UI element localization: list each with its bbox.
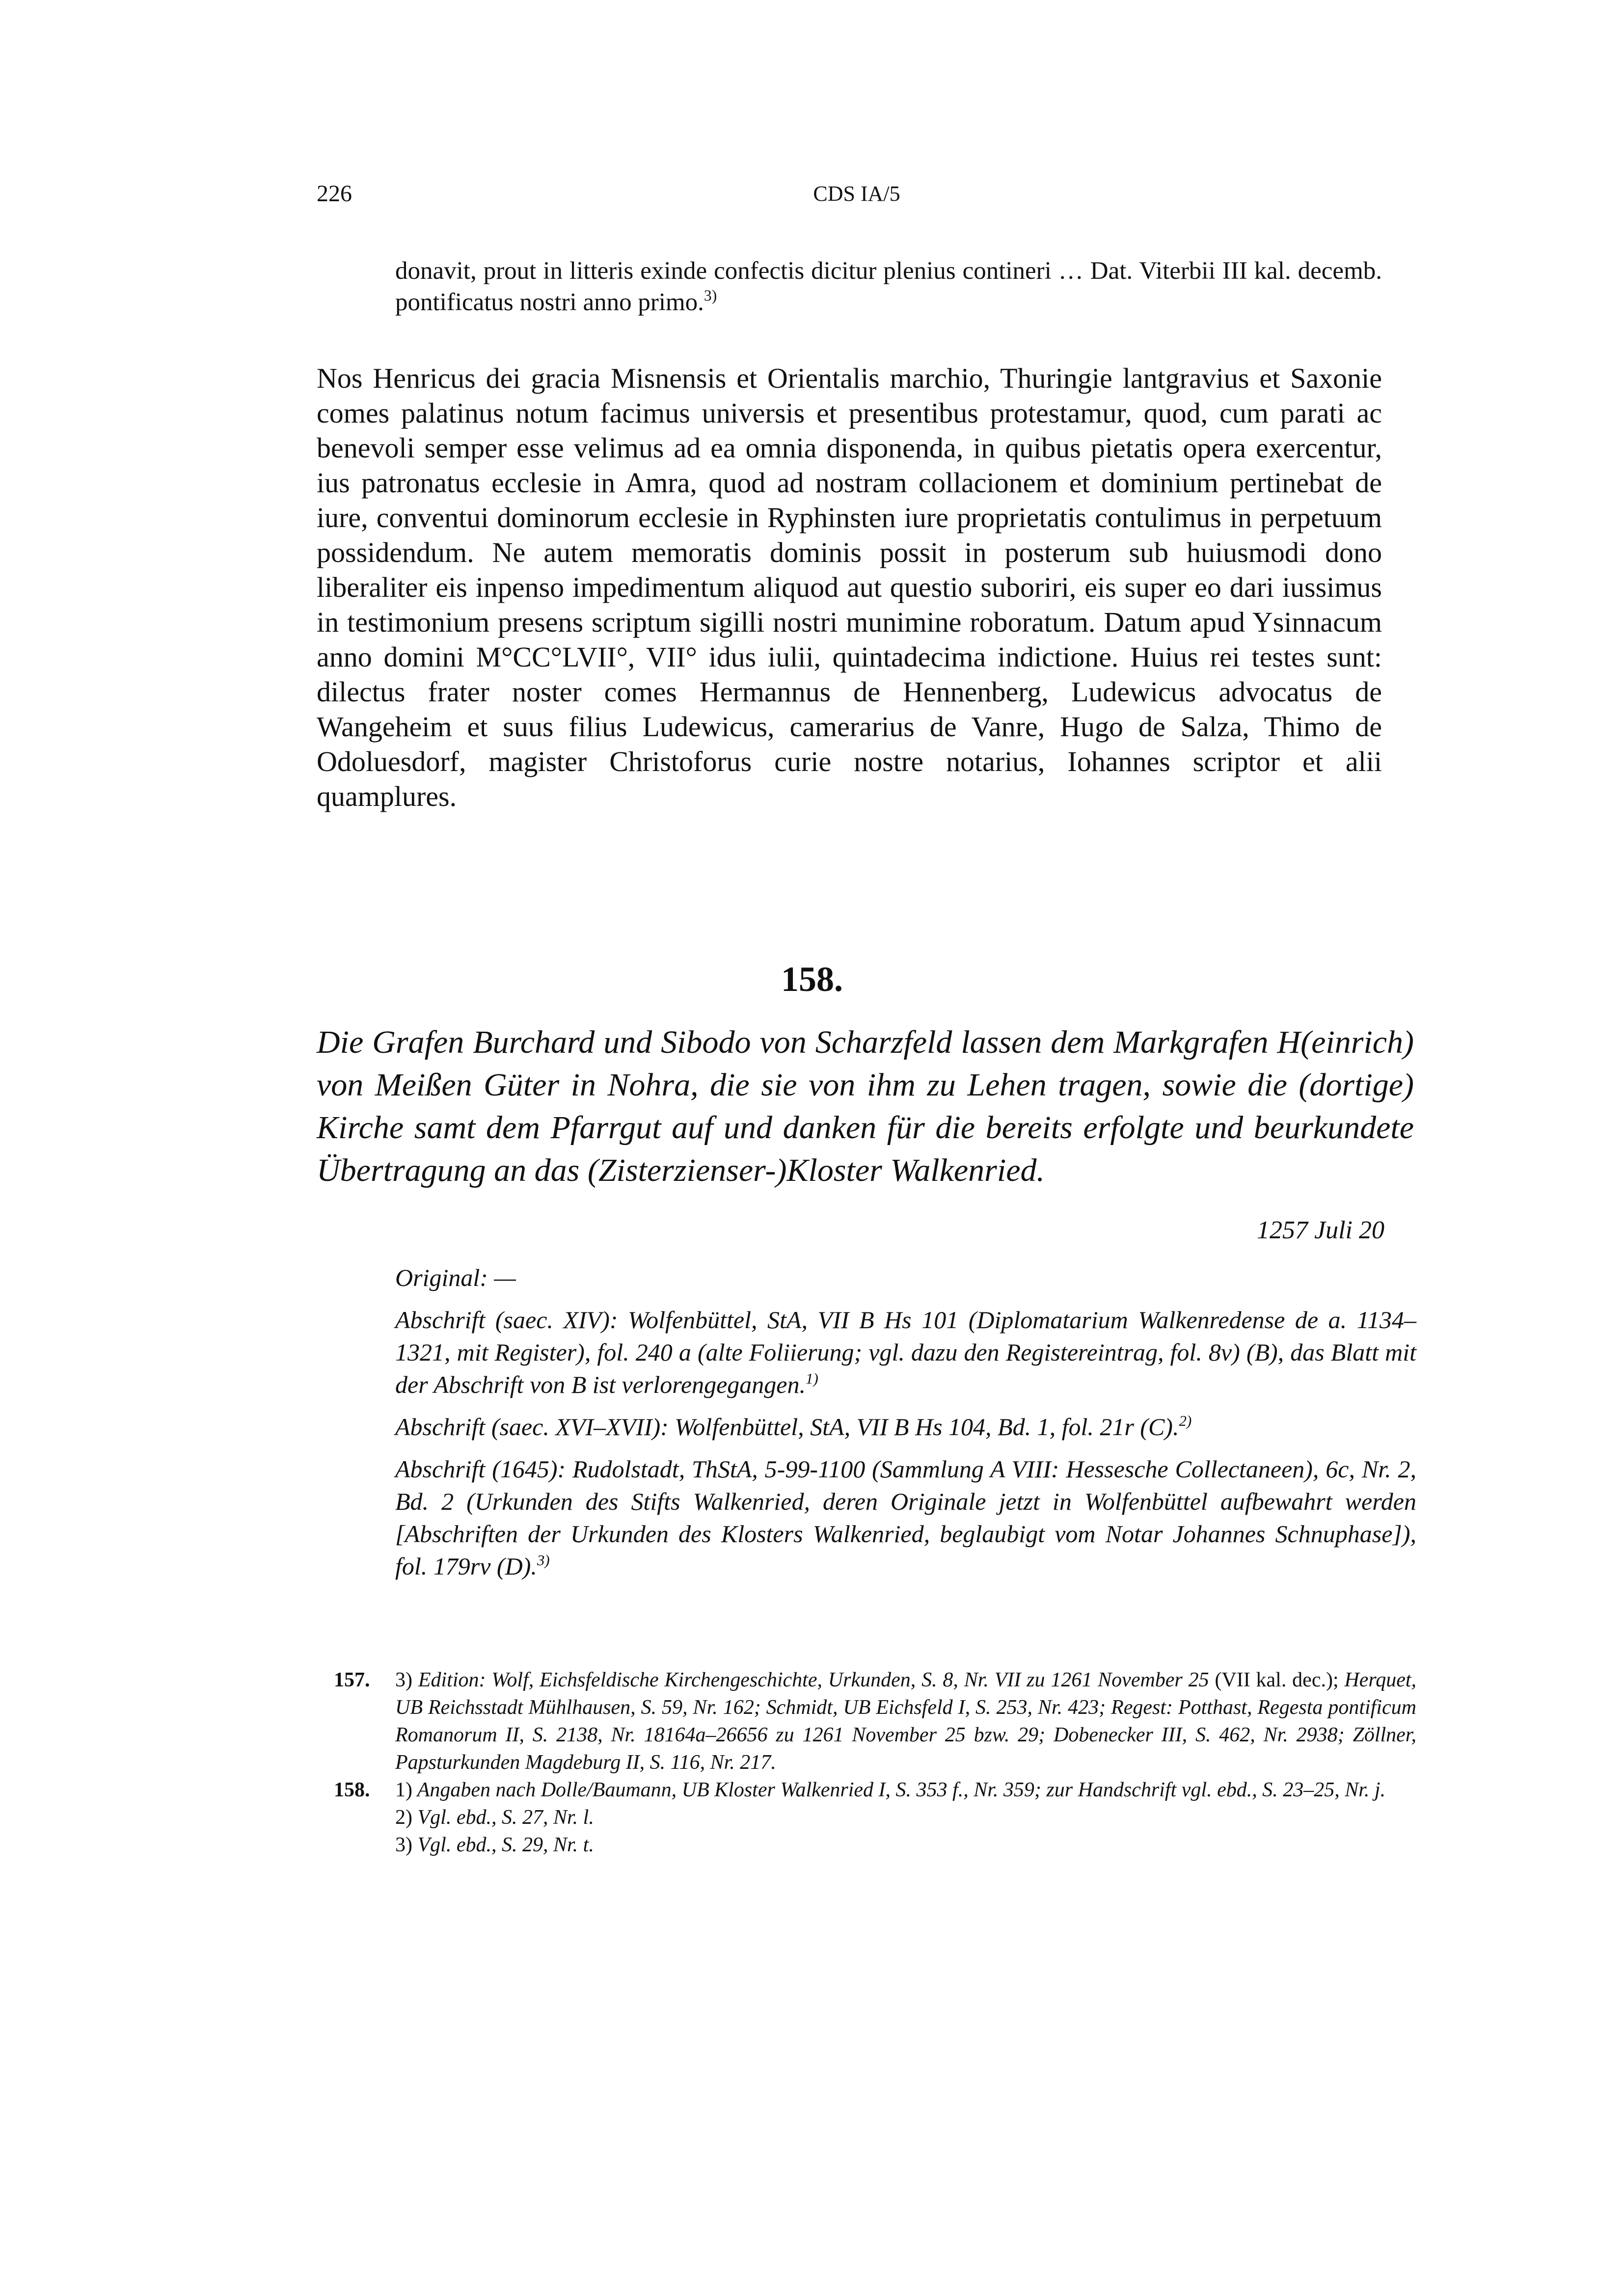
quoted-passage-text: donavit, prout in litteris exinde confectis dicitur plenius contineri … Dat. Viterbii III kal. decemb. pontificatus nostri anno primo. (395, 257, 1382, 316)
regest: Die Grafen Burchard und Sibodo von Scharzfeld lassen dem Markgrafen H(einrich) von Meißen Güter in Nohra, die sie von ihm zu Lehen tragen, sowie die (dortige) Kirche samt dem Pfarrgut auf und danken für die bereits erfolgte und beurkundete Übertragung an das (Zisterzienser-)Kloster Walkenried. (317, 1024, 1414, 1188)
footnote-mark: 3) (395, 1834, 412, 1856)
document-number: 158. (781, 960, 843, 999)
footnote (395, 1666, 1416, 1776)
footnote-text-upright: (VII kal. dec.); (1215, 1669, 1339, 1691)
running-title: CDS IA/5 (813, 182, 900, 206)
source-entry (395, 1453, 1416, 1582)
source-text: Abschrift (saec. XVI–XVII): Wolfenbüttel, StA, VII B Hs 104, Bd. 1, fol. 21r (C). (395, 1413, 1179, 1441)
source-text: Abschrift (1645): Rudolstadt, ThStA, 5-99-1100 (Sammlung A VIII: Hessesche Collectaneen), 6c, Nr. 2, Bd. 2 (Urkunden des Stifts Walkenried, deren Originale jetzt in Wolfenbüttel aufbewahrt werden [Abschriften der Urkunden des Klosters Walkenried, beglaubigt vom Notar Johannes Schnuphase]), fol. 179rv (D). (395, 1455, 1416, 1580)
main-text: Nos Henricus dei gracia Misnensis et Orientalis marchio, Thuringie lantgravius et Saxonie comes palatinus notum facimus universis et presentibus protestamur, quod, cum parati ac benevoli semper esse velimus ad ea omnia disponenda, in quibus pietatis opera exercentur, ius patronatus ecclesie in Amra, quod ad nostram collacionem et dominium pertinebat de iure, conventui dominorum ecclesie in Ryphinsten iure proprietatis contulimus in perpetuum possidendum. Ne autem memoratis dominis possit in posterum sub huiusmodi dono liberaliter eis inpenso impedimentum aliquod aut questio suboriri, eis super eo dari iussimus in testimonium presens scriptum sigilli nostri munimine roboratum. Datum apud Ysinnacum anno domini M°CC°LVII°, VII° idus iulii, quintadecima indictione. Huius rei testes sunt: dilectus frater noster comes Hermannus de Hennenberg, Ludewicus advocatus de Wangeheim et suus filius Ludewicus, camerarius de Vanre, Hugo de Salza, Thimo de Odoluesdorf, magister Christoforus curie nostre notarius, Iohannes scriptor et alii quamplures. (317, 362, 1382, 812)
footnote-mark: 2) (395, 1806, 412, 1829)
footnote-group-158 (317, 1776, 1416, 1859)
footnote-text: Angaben nach Dolle/Baumann, UB Kloster Walkenried I, S. 353 f., Nr. 359; zur Handschrift vgl. ebd., S. 23–25, Nr. j. (417, 1779, 1386, 1801)
footnote (395, 1804, 1416, 1831)
footnote-mark: 3) (395, 1669, 412, 1691)
footnote-text: Vgl. ebd., S. 29, Nr. t. (417, 1834, 594, 1856)
source-entry (395, 1304, 1416, 1401)
footnote-ref: 3) (704, 287, 717, 304)
footnote-text-cont: Herquet, UB Reichsstadt Mühlhausen, S. 59, Nr. 162; Schmidt, UB Eichsfeld I, S. 253, Nr. 423; Regest: Potthast, Regesta pontificum Romanorum II, S. 2138, Nr. 18164a–26656 zu 1261 November 25 bzw. 29; Dobenecker III, S. 462, Nr. 2938; Zöllner, Papsturkunden Magdeburg II, S. 116, Nr. 217. (395, 1669, 1417, 1774)
footnote-group-157 (317, 1666, 1416, 1776)
footnote-text: Vgl. ebd., S. 27, Nr. l. (417, 1806, 594, 1829)
quoted-passage (395, 255, 1382, 318)
footnote-doc-number: 157. (334, 1669, 370, 1691)
footnote-text: Edition: Wolf, Eichsfeldische Kirchengeschichte, Urkunden, S. 8, Nr. VII zu 1261 November 25 (418, 1669, 1209, 1691)
footnote (395, 1831, 1416, 1859)
footnote (395, 1776, 1416, 1804)
source-entry (395, 1411, 1416, 1443)
source-text: Original: — (395, 1264, 516, 1291)
footnotes (317, 1666, 1416, 1859)
footnote-mark: 1) (395, 1779, 412, 1801)
source-list (395, 1261, 1416, 1592)
source-entry (395, 1261, 1416, 1294)
page-header (317, 179, 1397, 209)
source-text: Abschrift (saec. XIV): Wolfenbüttel, StA, VII B Hs 101 (Diplomatarium Walkenredense de a. 1134–1321, mit Register), fol. 240 a (alte Foliierung; vgl. dazu den Registereintrag, fol. 8v) (B), das Blatt mit der Abschrift von B ist verlorengegangen. (395, 1306, 1416, 1398)
document-date: 1257 Juli 20 (1257, 1216, 1384, 1244)
page-number: 226 (317, 181, 352, 207)
footnote-ref: 2) (1179, 1412, 1192, 1429)
footnote-ref: 1) (805, 1369, 818, 1387)
footnote-ref: 3) (537, 1551, 550, 1569)
footnote-doc-number: 158. (334, 1779, 370, 1801)
